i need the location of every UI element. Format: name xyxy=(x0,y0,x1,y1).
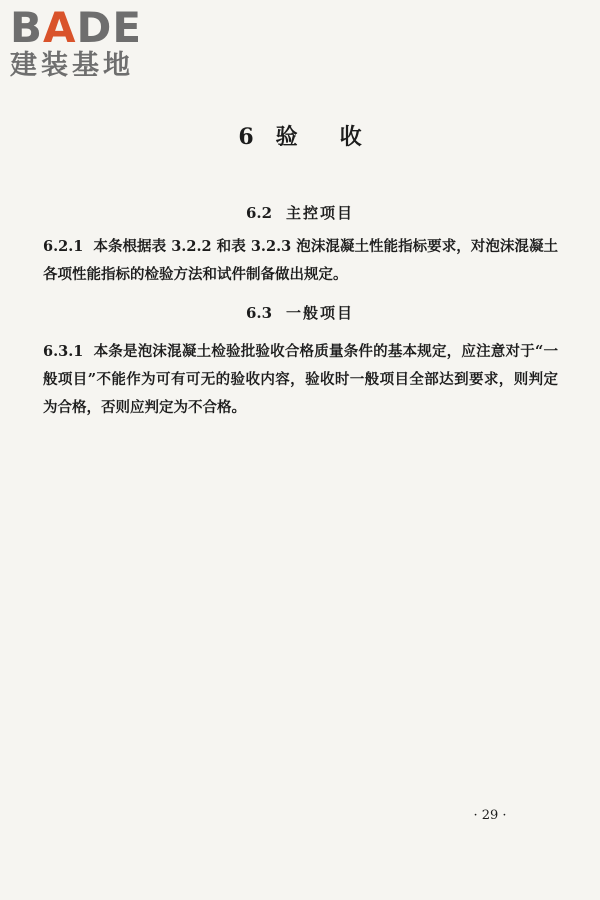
section-number: 6.2 xyxy=(245,204,273,222)
clause-text: 本条根据表 3.2.2 和表 3.2.3 泡沫混凝土性能指标要求，对泡沫混凝土各项性能指标的检验方法和试件制备做出规定。 xyxy=(43,238,558,283)
chapter-title-char-1: 验 xyxy=(275,124,298,150)
section-number: 6.3 xyxy=(245,304,273,322)
section-title: 主控项目 xyxy=(286,204,355,222)
logo-wordmark: BADE xyxy=(10,3,143,52)
clause-text: 本条是泡沫混凝土检验批验收合格质量条件的基本规定，应注意对于“一般项目”不能作为可有可无的验收内容，验收时一般项目全部达到要求，则判定为合格，否则应判定为不合格。 xyxy=(43,343,558,416)
clause-number: 6.2.1 xyxy=(43,238,84,255)
clause-6-2-1 xyxy=(43,233,558,289)
page-number: · 29 · xyxy=(473,808,507,823)
clause-number: 6.3.1 xyxy=(43,343,84,360)
section-heading-6-3 xyxy=(0,302,600,324)
section-title: 一般项目 xyxy=(286,304,355,322)
bade-logo xyxy=(10,3,180,86)
chapter-heading xyxy=(0,122,600,152)
section-heading-6-2 xyxy=(0,202,600,224)
clause-6-3-1 xyxy=(43,338,558,422)
logo-subtitle: 建装基地 xyxy=(10,50,134,81)
chapter-number: 6 xyxy=(238,124,254,150)
chapter-title-char-2: 收 xyxy=(339,124,362,150)
